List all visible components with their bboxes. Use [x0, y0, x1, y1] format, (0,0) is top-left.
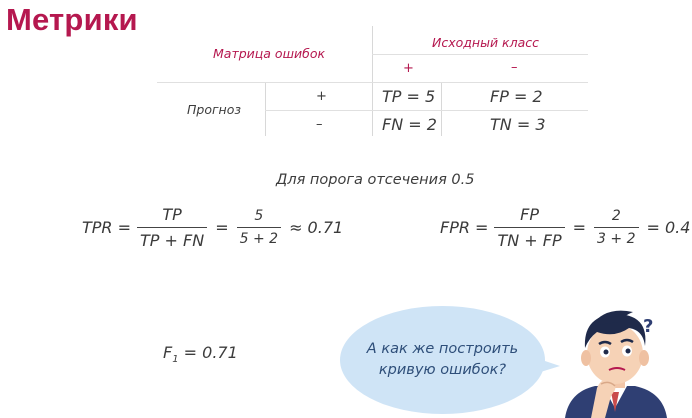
- tpr-fraction-numeric: [237, 208, 281, 247]
- tpr-denominator: TP + FN: [137, 227, 207, 250]
- fpr-lhs: FPR =: [440, 218, 489, 237]
- fpr-denominator: TN + FP: [494, 227, 564, 250]
- tpr-fraction-symbolic: [137, 205, 207, 250]
- tpr-formula: [82, 205, 345, 250]
- matrix-divider-h1: [372, 54, 588, 55]
- row-minus-label: –: [316, 117, 323, 132]
- f1-label: F: [163, 343, 173, 362]
- tpr-denominator-value: 5 + 2: [237, 227, 281, 247]
- matrix-caption: Матрица ошибок: [213, 46, 326, 61]
- fpr-fraction-numeric: [594, 208, 638, 247]
- cell-fn: FN = 2: [382, 115, 437, 134]
- matrix-divider-v2: [441, 82, 442, 136]
- tpr-result: ≈ 0.71: [289, 218, 344, 237]
- col-minus-label: –: [511, 60, 518, 75]
- cell-tp: TP = 5: [382, 87, 436, 106]
- fpr-numerator: FP: [520, 205, 539, 224]
- matrix-divider-v3: [265, 82, 266, 136]
- tpr-numerator-value: 5: [254, 208, 264, 224]
- fpr-numerator-value: 2: [611, 208, 621, 224]
- bubble-line-1: А как же построить: [366, 340, 519, 357]
- tpr-lhs: TPR =: [82, 218, 132, 237]
- fpr-fraction-symbolic: [494, 205, 564, 250]
- tpr-equals: =: [215, 218, 229, 237]
- fpr-equals: =: [572, 218, 587, 237]
- page-title: Метрики: [6, 2, 138, 37]
- f1-formula: [163, 343, 238, 365]
- row-header: Прогноз: [187, 102, 242, 117]
- fpr-denominator-value: 3 + 2: [594, 227, 638, 247]
- fpr-result: = 0.4: [646, 218, 691, 237]
- threshold-label: Для порога отсечения 0.5: [276, 172, 475, 188]
- f1-value: = 0.71: [183, 343, 238, 362]
- fpr-formula: [440, 205, 692, 250]
- col-plus-label: +: [403, 61, 414, 76]
- thinking-man-illustration: [545, 300, 682, 418]
- cell-tn: TN = 3: [490, 115, 546, 134]
- matrix-divider-h2: [157, 82, 588, 83]
- matrix-divider-v1: [372, 26, 373, 136]
- tpr-numerator: TP: [162, 205, 182, 224]
- svg-text:?: ?: [643, 316, 654, 337]
- bubble-line-2: кривую ошибок?: [378, 362, 507, 378]
- f1-subscript: 1: [172, 354, 179, 366]
- row-plus-label: +: [316, 89, 327, 104]
- actual-class-header: Исходный класс: [432, 35, 539, 50]
- speech-bubble: [340, 306, 545, 414]
- matrix-divider-h3: [265, 110, 588, 111]
- cell-fp: FP = 2: [490, 87, 543, 106]
